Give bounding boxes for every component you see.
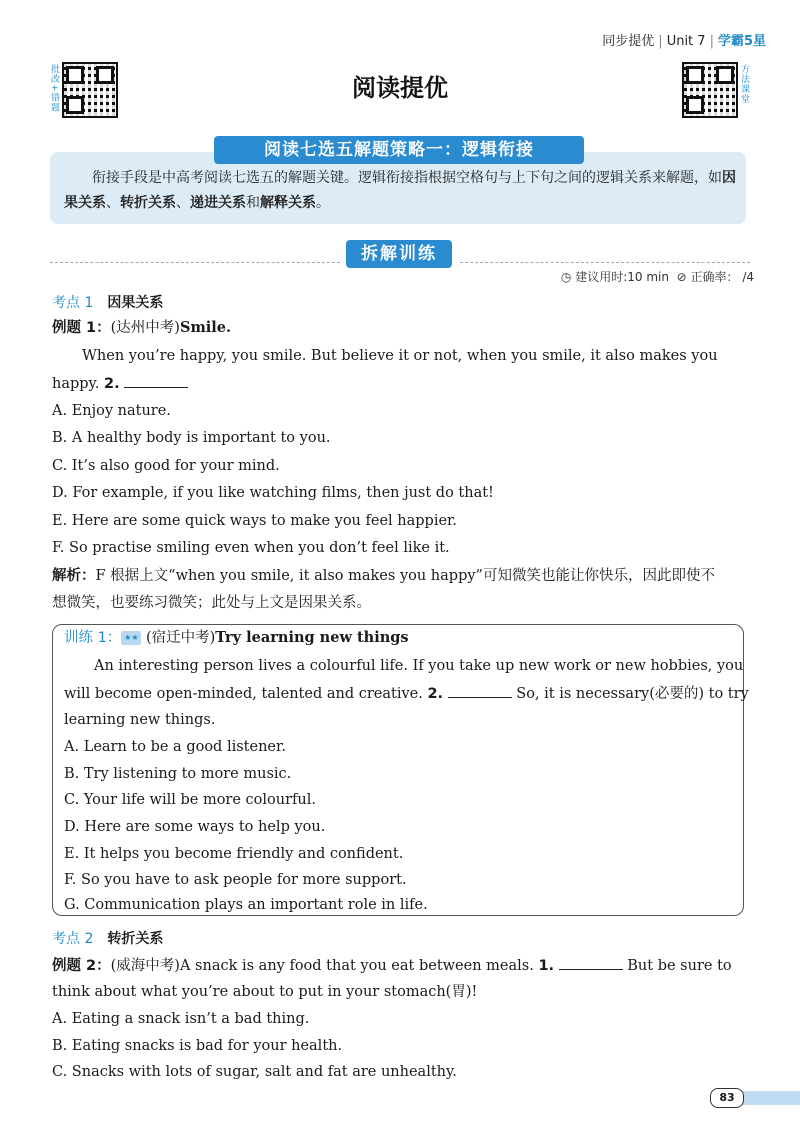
divider-right: [460, 262, 750, 263]
kaodian-1: 考点 1 因果关系: [52, 295, 164, 311]
answer-blank[interactable]: [559, 955, 623, 970]
analysis-2: 想微笑，也要练习微笑；此处与上文是因果关系。: [52, 595, 371, 611]
option: B. A healthy body is important to you.: [52, 430, 331, 446]
clock-icon: ◷: [560, 270, 572, 284]
difficulty-badge: ★★: [121, 631, 141, 645]
accuracy: 正确率： /4: [690, 270, 754, 284]
analysis-1: 解析：F 根据上文“when you smile, it also makes you happy”可知微笑也能让你快乐，因此即使不: [52, 568, 715, 584]
training-1-heading: 训练 1： ★★ (宿迁中考)Try learning new things: [64, 629, 409, 646]
example-1-para-2: happy. 2.: [52, 373, 188, 394]
strategy-banner: 阅读七选五解题策略一：逻辑衔接: [214, 136, 584, 164]
option: C. It’s also good for your mind.: [52, 458, 280, 474]
option: B. Try listening to more music.: [64, 766, 292, 782]
option: A. Eating a snack isn’t a bad thing.: [52, 1011, 310, 1027]
page-number: 83: [710, 1088, 744, 1108]
unit-name: Unit 7: [666, 34, 706, 49]
strategy-text: 衔接手段是中高考阅读七选五的解题关键。逻辑衔接指根据空格句与上下句之间的逻辑关系来解题，如因果关系、转折关系、递进关系和解释关系。: [64, 170, 736, 211]
running-header: 同步提优 | Unit 7 | 学霸5星: [602, 34, 766, 49]
option: F. So practise smiling even when you don’t feel like it.: [52, 540, 450, 556]
qr-right-label: 方法课堂: [739, 64, 749, 104]
check-icon: ⊘: [676, 270, 687, 284]
option: A. Enjoy nature.: [52, 403, 171, 419]
example-2-para-2: think about what you’re about to put in your stomach(胃)!: [52, 984, 478, 1000]
example-1-heading: 例题 1：(达州中考)Smile.: [52, 319, 232, 336]
training-1-para-1: An interesting person lives a colourful life. If you take up new work or new hobbies, you: [94, 658, 744, 674]
example-2-para-1: 例题 2：(威海中考)A snack is any food that you eat between meals. 1. But be sure to: [52, 955, 732, 976]
page-title: 阅读提优: [352, 74, 448, 102]
option: F. So you have to ask people for more support.: [64, 872, 407, 888]
suggested-time: 建议用时:10 min: [575, 270, 669, 284]
option: E. Here are some quick ways to make you feel happier.: [52, 513, 457, 529]
kaodian-2: 考点 2 转折关系: [52, 931, 164, 947]
page-number-bar: [740, 1091, 800, 1105]
example-1-para-1: When you’re happy, you smile. But believe it or not, when you smile, it also makes you: [82, 348, 718, 364]
time-accuracy: [561, 268, 754, 285]
brand-logo: 学霸5星: [717, 34, 766, 49]
training-1-para-3: learning new things.: [64, 712, 216, 728]
option: C. Your life will be more colourful.: [64, 792, 316, 808]
qr-left-label: 批改+错题: [49, 64, 59, 113]
option: C. Snacks with lots of sugar, salt and fat are unhealthy.: [52, 1064, 457, 1080]
answer-blank[interactable]: [448, 683, 512, 698]
divider-left: [50, 262, 340, 263]
option: G. Communication plays an important role in life.: [64, 897, 428, 913]
option: D. Here are some ways to help you.: [64, 819, 326, 835]
training-1-para-2: will become open-minded, talented and creative. 2. So, it is necessary(必要的) to try: [64, 683, 749, 704]
section-label: 拆解训练: [346, 240, 452, 268]
option: A. Learn to be a good listener.: [64, 739, 286, 755]
answer-blank[interactable]: [124, 373, 188, 388]
option: B. Eating snacks is bad for your health.: [52, 1038, 343, 1054]
option: D. For example, if you like watching films, then just do that!: [52, 485, 494, 501]
series-name: 同步提优: [602, 34, 655, 49]
option: E. It helps you become friendly and confident.: [64, 846, 404, 862]
